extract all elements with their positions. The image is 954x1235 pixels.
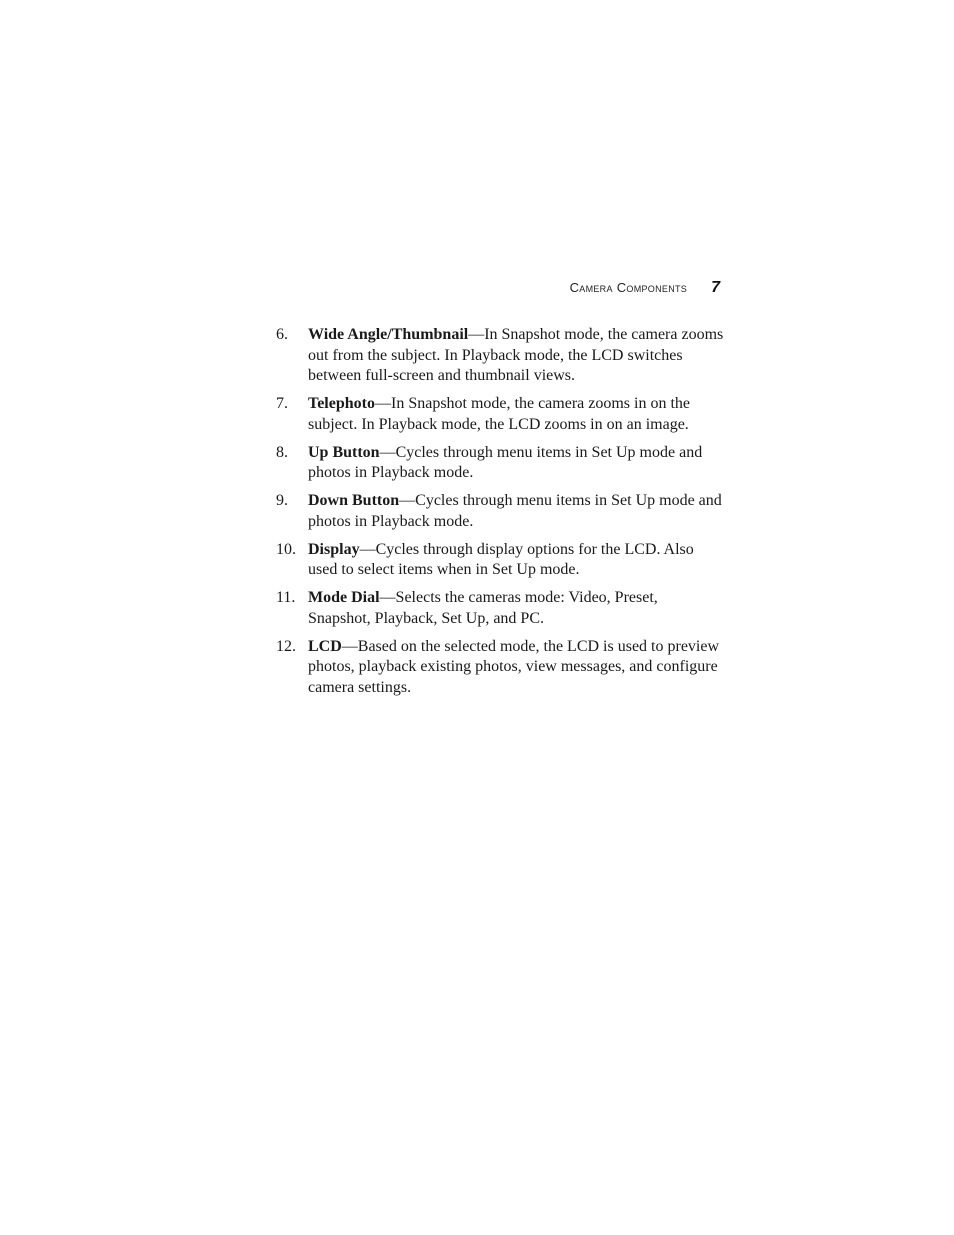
- item-term: Display: [308, 540, 360, 558]
- list-item: [276, 637, 724, 699]
- list-item: [276, 443, 724, 484]
- item-body: [308, 588, 724, 629]
- item-term: Down Button: [308, 492, 400, 509]
- item-description: —Cycles through menu items in Set Up mode and photos in Playback mode.: [308, 443, 703, 481]
- item-number: 9.: [276, 492, 288, 509]
- item-description: —Based on the selected mode, the LCD is used to preview photos, playback existing photos, view messages, and configure camera settings.: [308, 637, 720, 696]
- item-body: [308, 637, 724, 699]
- section-title: Camera Components: [569, 280, 688, 295]
- item-number: 11.: [276, 589, 296, 606]
- item-body: [308, 443, 724, 484]
- list-item: [276, 325, 724, 387]
- item-body: [308, 325, 724, 387]
- item-term: Up Button: [308, 443, 380, 461]
- list-item: [276, 540, 724, 581]
- item-term: Wide Angle/Thumbnail: [308, 326, 469, 343]
- item-description: —In Snapshot mode, the camera zooms in on the subject. In Playback mode, the LCD zooms in on an image.: [308, 395, 691, 433]
- item-description: —Selects the cameras mode: Video, Preset, Snapshot, Playback, Set Up, and PC.: [308, 589, 658, 627]
- component-list: [276, 325, 724, 706]
- item-description: —Cycles through menu items in Set Up mode and photos in Playback mode.: [308, 492, 722, 530]
- item-number: 6.: [276, 326, 288, 343]
- item-number: 8.: [276, 443, 288, 461]
- item-body: [308, 540, 724, 581]
- list-item: [276, 394, 724, 435]
- item-description: —Cycles through display options for the LCD. Also used to select items when in Set Up mode.: [308, 540, 694, 578]
- item-number: 12.: [276, 637, 296, 655]
- item-term: Mode Dial: [308, 589, 380, 606]
- item-description: —In Snapshot mode, the camera zooms out from the subject. In Playback mode, the LCD switches between full-screen and thumbnail views.: [308, 326, 724, 384]
- page-number: 7: [711, 279, 720, 296]
- item-body: [308, 394, 724, 435]
- item-number: 7.: [276, 395, 288, 412]
- list-item: [276, 588, 724, 629]
- item-number: 10.: [276, 540, 296, 558]
- item-term: Telephoto: [308, 395, 375, 412]
- running-header: [420, 279, 720, 301]
- item-body: [308, 491, 724, 532]
- item-term: LCD: [308, 637, 342, 655]
- list-item: [276, 491, 724, 532]
